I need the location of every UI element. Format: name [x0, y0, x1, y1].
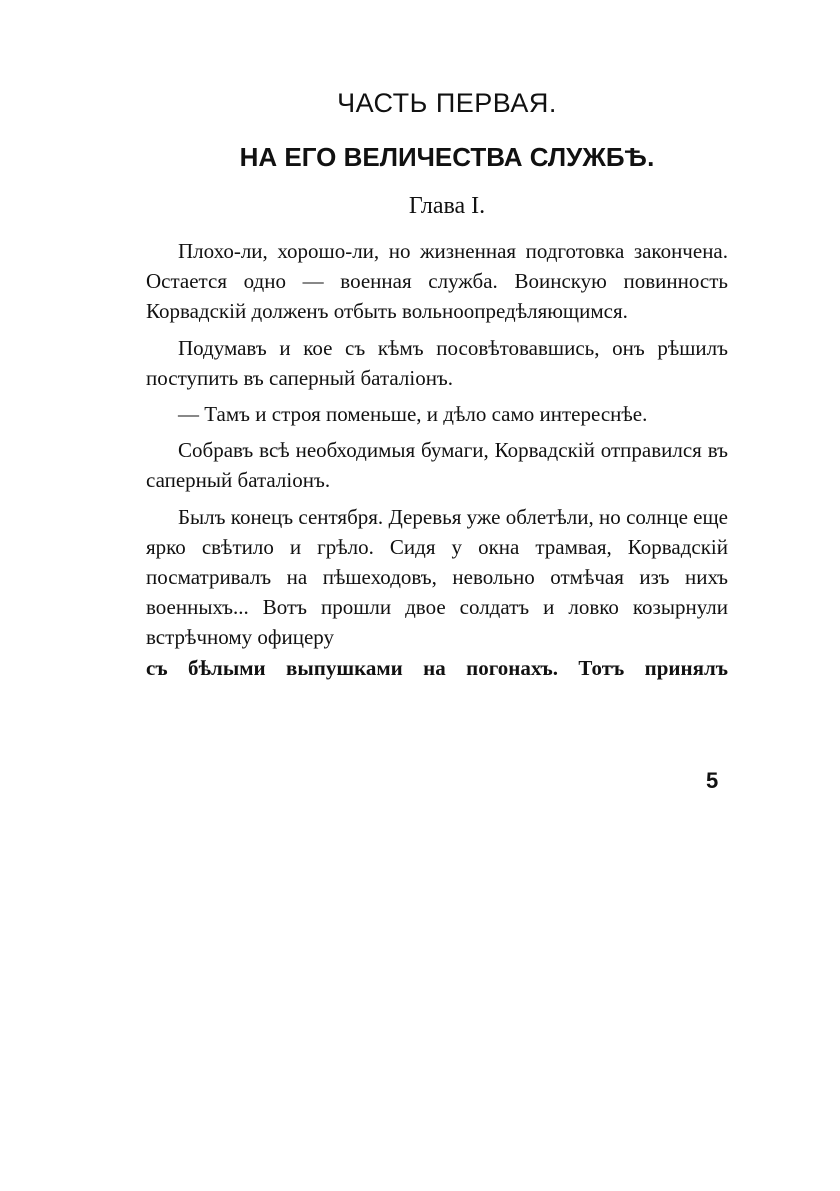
page-number: 5: [706, 768, 719, 793]
book-title: НА ЕГО ВЕЛИЧЕСТВА СЛУЖБѢ.: [239, 142, 655, 172]
paragraph: Собравъ всѣ необходимыя бумаги, Корвадскій отправился въ саперный баталіонъ.: [146, 438, 728, 493]
body-text: [146, 236, 728, 689]
paragraph-continuation: съ бѣлыми выпушками на погонахъ. Тотъ принялъ: [146, 655, 728, 680]
paragraph: Подумавъ и кое съ кѣмъ посовѣтовавшись, онъ рѣшилъ поступить въ саперный баталіонъ.: [146, 335, 728, 390]
paragraph: Былъ конецъ сентября. Деревья уже облетѣли, но солнце еще ярко свѣтило и грѣло. Сидя у окна трамвая, Корвадскій посматривалъ на пѣшеходовъ, невольно отмѣчая изъ нихъ военныхъ... Вотъ прошли двое солдатъ и ловко козырнули встрѣчному офицеру: [146, 504, 728, 650]
paragraph: — Тамъ и строя поменьше, и дѣло само интереснѣе.: [178, 402, 648, 427]
paragraph: Плохо-ли, хорошо-ли, но жизненная подготовка закончена. Остается одно — военная служба. Воинскую повинность Корвадскій долженъ отбыть вольноопредѣляющимся.: [146, 239, 728, 324]
chapter-title: Глава I.: [408, 193, 486, 219]
part-title: ЧАСТЬ ПЕРВАЯ.: [337, 88, 557, 118]
